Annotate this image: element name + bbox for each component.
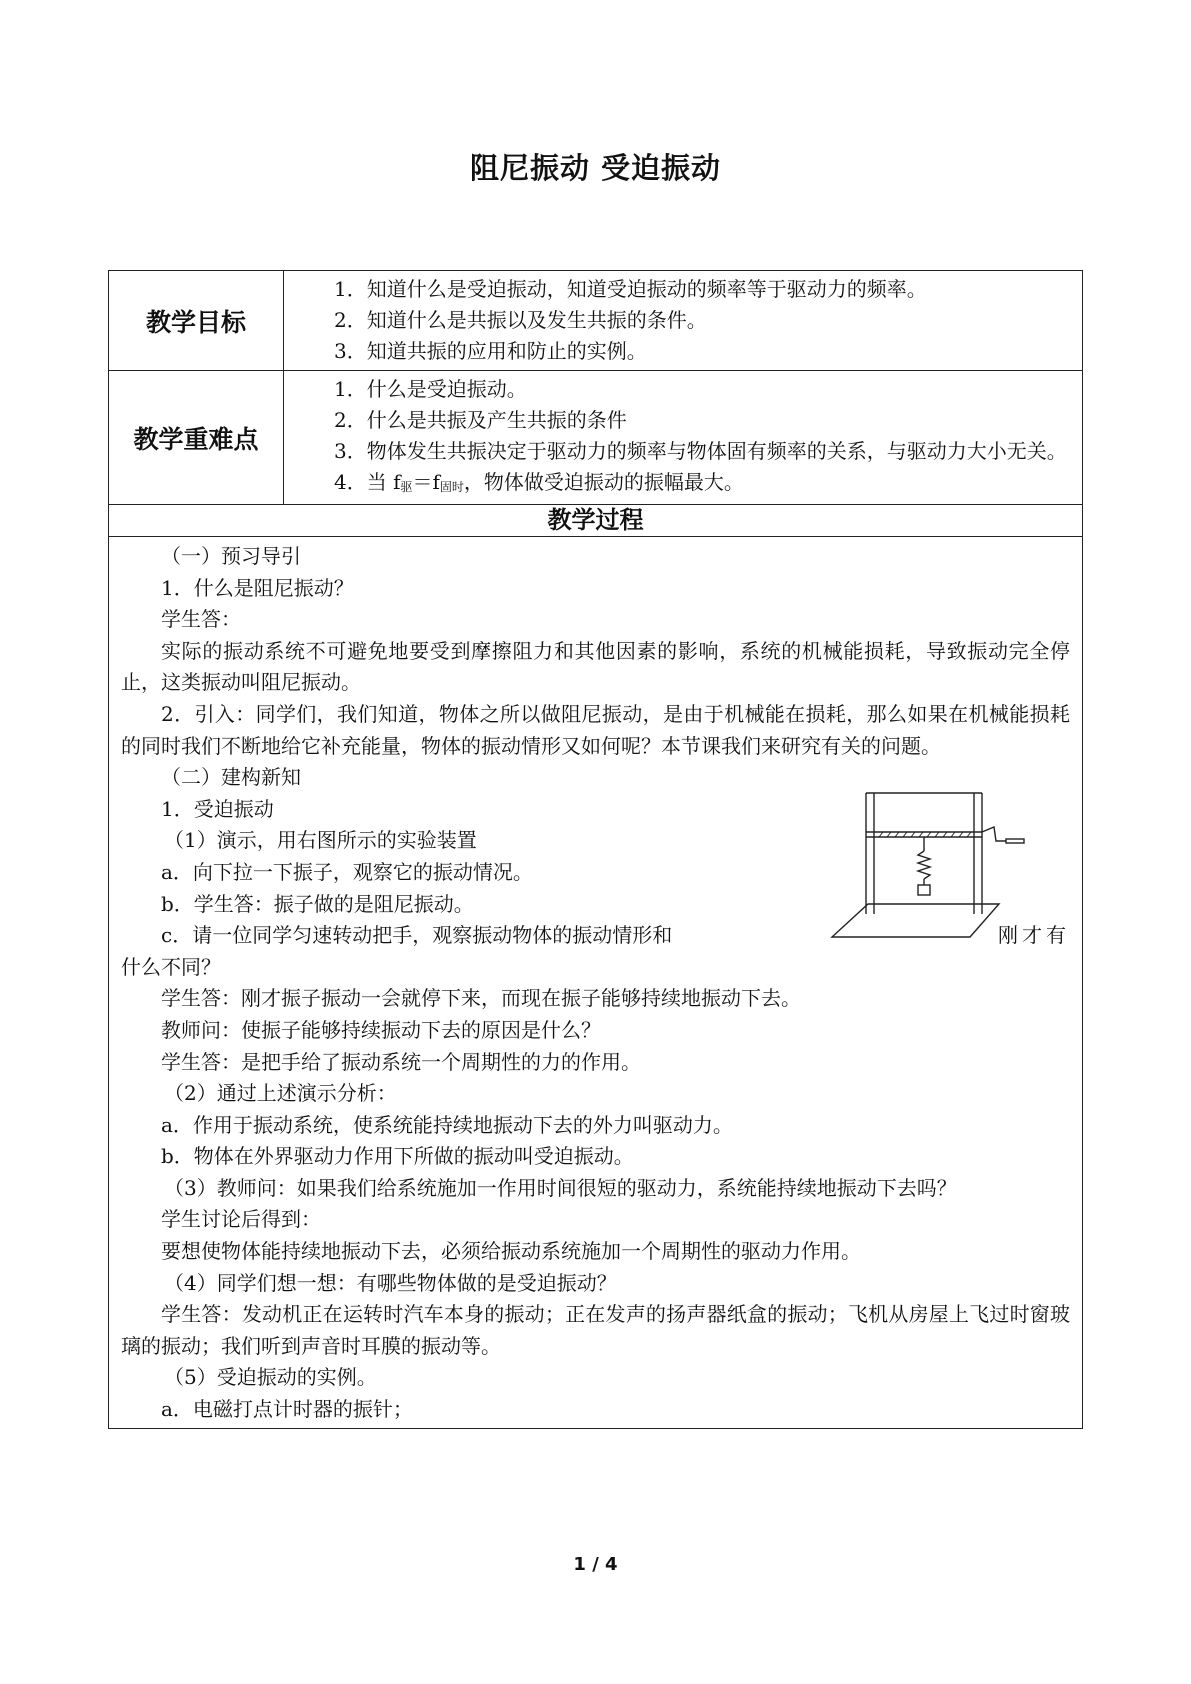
objective-item: 1．知道什么是受迫振动，知道受迫振动的频率等于驱动力的频率。 <box>334 277 927 301</box>
key-points-row <box>109 371 1083 505</box>
process-line: （二）建构新知 <box>161 765 301 790</box>
objectives-label: 教学目标 <box>109 271 284 371</box>
subscript-drive: 驱 <box>400 480 413 494</box>
page-number: 1 / 4 <box>573 1554 618 1575</box>
objectives-row <box>109 271 1083 371</box>
process-line: 什么不同？ <box>121 954 221 979</box>
process-line: （5）受迫振动的实例。 <box>164 1365 377 1390</box>
process-line: 学生答：刚才振子振动一会就停下来，而现在振子能够持续地振动下去。 <box>161 986 801 1011</box>
process-header: 教学过程 <box>109 505 1083 537</box>
process-line: b．物体在外界驱动力作用下所做的振动叫受迫振动。 <box>161 1144 634 1169</box>
process-line: （4）同学们想一想：有哪些物体做的是受迫振动？ <box>164 1270 617 1295</box>
process-line-c: c．请一位同学匀速转动把手，观察振动物体的振动情形和 刚才有 <box>161 923 1070 948</box>
objective-item: 3．知道共振的应用和防止的实例。 <box>334 339 647 363</box>
process-line: （2）通过上述演示分析： <box>164 1081 397 1106</box>
process-line: a．向下拉一下振子，观察它的振动情况。 <box>161 859 533 884</box>
document-title: 阻尼振动 受迫振动 <box>469 151 722 185</box>
process-line: a．电磁打点计时器的振针； <box>161 1397 413 1422</box>
process-line: （1）演示，用右图所示的实验装置 <box>164 828 477 853</box>
process-line: 2．引入：同学们，我们知道，物体之所以做阻尼振动，是由于机械能在损耗，那么如果在机械能损耗的同时我们不断地给它补充能量，物体的振动情形又如何呢？本节课我们来研究有关的问题。 <box>121 701 1070 758</box>
process-line: 1．什么是阻尼振动？ <box>161 575 354 600</box>
process-row <box>109 537 1083 1429</box>
process-line: 要想使物体能持续地振动下去，必须给振动系统施加一个周期性的驱动力作用。 <box>161 1239 861 1264</box>
process-line: 实际的振动系统不可避免地要受到摩擦阻力和其他因素的影响，系统的机械能损耗，导致振动完全停止，这类振动叫阻尼振动。 <box>121 638 1070 695</box>
process-line: 学生答： <box>161 607 241 632</box>
key-points-label: 教学重难点 <box>109 371 284 505</box>
subscript-natural: 固时 <box>439 480 464 494</box>
objective-item: 2．知道什么是共振以及发生共振的条件。 <box>334 308 707 332</box>
key-points-content <box>284 371 1083 505</box>
process-header-row <box>109 505 1083 537</box>
process-line: （3）教师问：如果我们给系统施加一作用时间很短的驱动力，系统能持续地振动下去吗？ <box>164 1175 957 1200</box>
lesson-table <box>108 270 1083 1429</box>
process-line: 学生答：是把手给了振动系统一个周期性的力的作用。 <box>161 1049 641 1074</box>
key-point-item: 1．什么是受迫振动。 <box>334 377 527 401</box>
forced-vibration-apparatus-figure <box>824 789 1064 939</box>
process-line: 1．受迫振动 <box>161 796 274 821</box>
objectives-content <box>284 271 1083 371</box>
process-line: a．作用于振动系统，使系统能持续地振动下去的外力叫驱动力。 <box>161 1112 733 1137</box>
key-point-item-4: 4．当 $f_驱=f_{固时}$，物体做受迫振动的振幅最大。 <box>334 470 744 494</box>
process-line: b．学生答：振子做的是阻尼振动。 <box>161 891 474 916</box>
process-content <box>109 537 1083 1429</box>
key-point-item: 2．什么是共振及产生共振的条件 <box>334 408 627 432</box>
key-point-item: 3．物体发生共振决定于驱动力的频率与物体固有频率的关系，与驱动力大小无关。 <box>334 439 1067 463</box>
process-line: 学生答：发动机正在运转时汽车本身的振动；正在发声的扬声器纸盒的振动；飞机从房屋上飞过时窗玻璃的振动；我们听到声音时耳膜的振动等。 <box>121 1302 1070 1358</box>
process-line: 学生讨论后得到： <box>161 1207 321 1232</box>
process-line: （一）预习导引 <box>161 544 301 568</box>
process-line: 教师问：使振子能够持续振动下去的原因是什么？ <box>161 1017 601 1042</box>
